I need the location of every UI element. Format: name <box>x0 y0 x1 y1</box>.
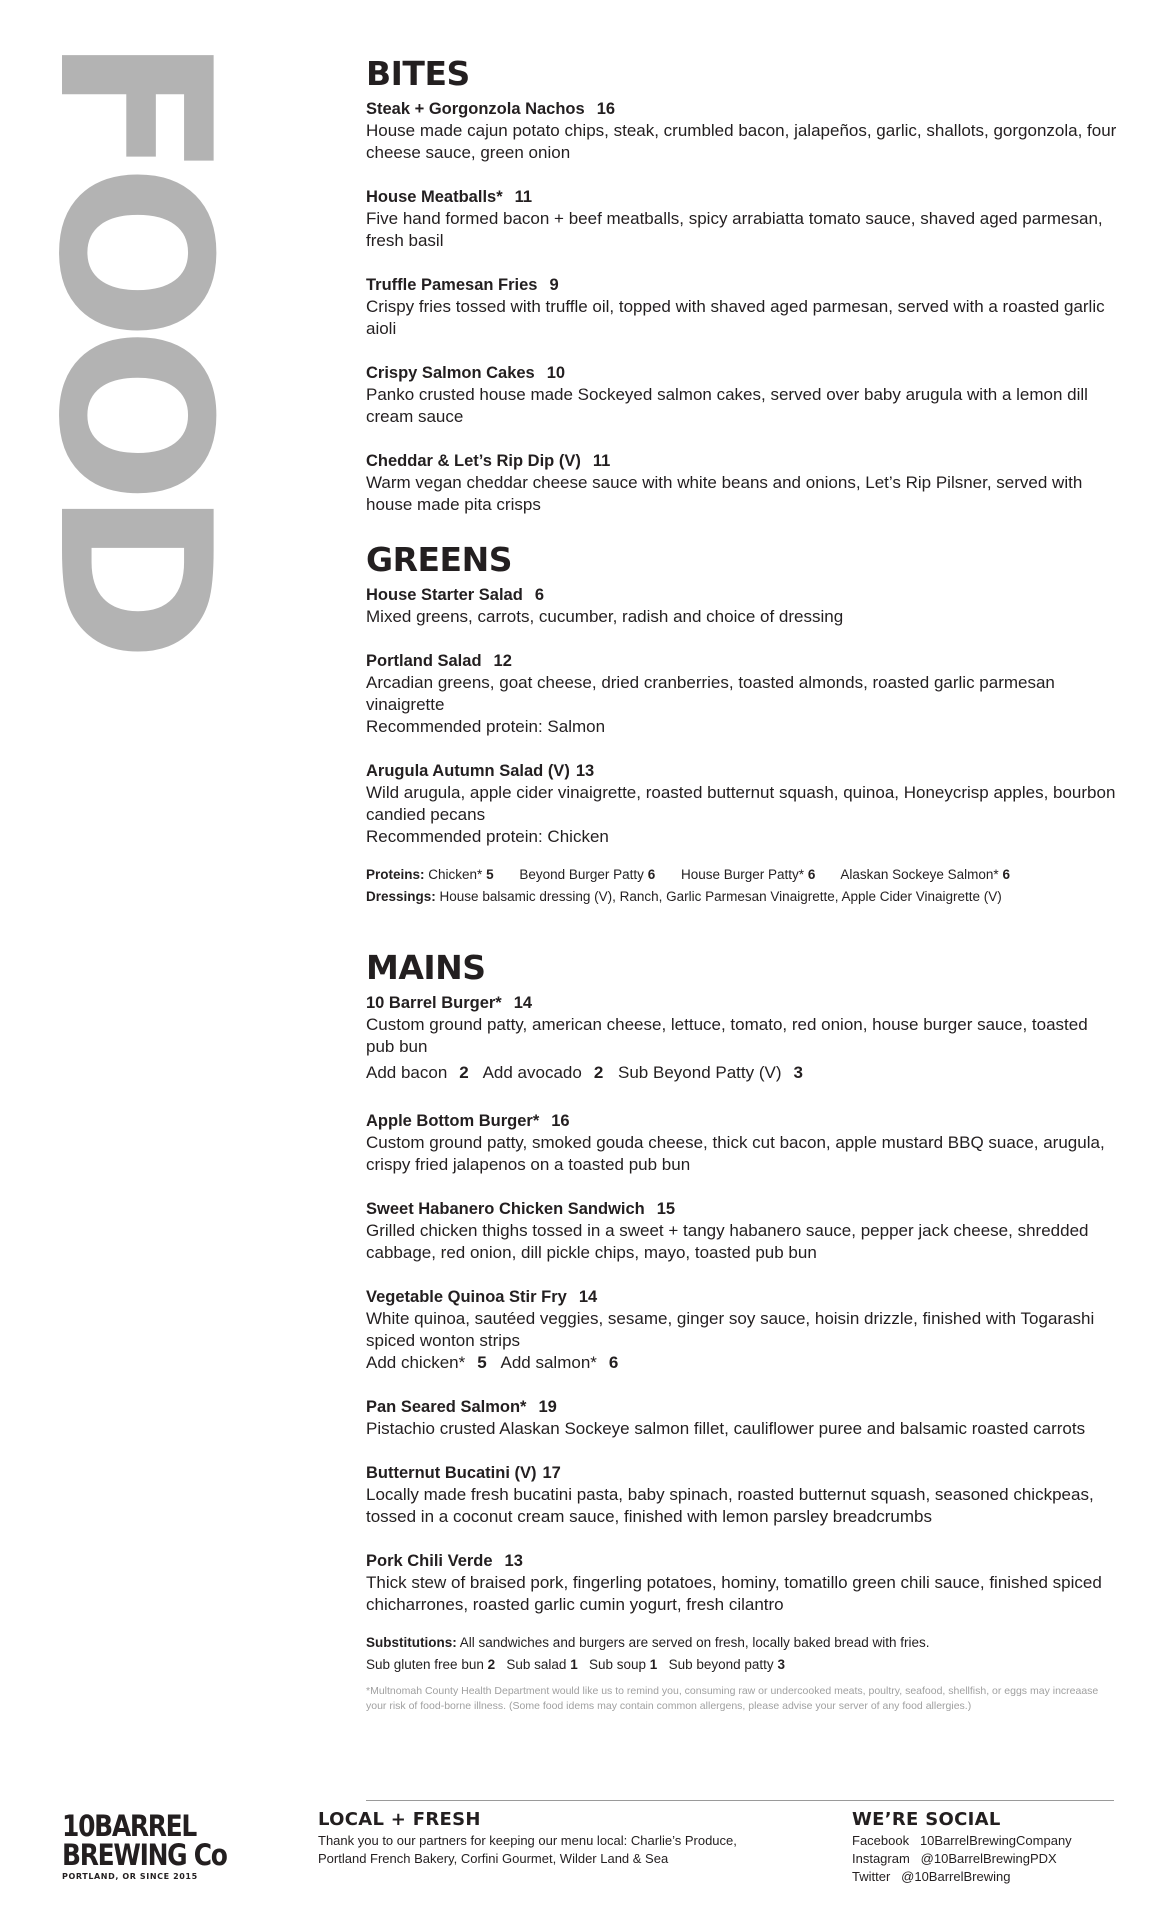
item-price: 11 <box>514 188 533 206</box>
item-description: Grilled chicken thighs tossed in a sweet + tangy habanero sauce, pepper jack cheese, shredded cabbage, red onion, dill pickle chips, mayo, toasted pub bun <box>366 1221 1089 1262</box>
item-price: 14 <box>578 1288 598 1306</box>
item-name: Steak + Gorgonzola Nachos <box>366 100 585 118</box>
item-price: 14 <box>513 994 533 1012</box>
logo-line-1: 10BARREL <box>62 1809 197 1843</box>
health-disclaimer: *Multnomah County Health Department would like us to remind you, consuming raw or undercooked meats, poultry, seafood, shellfish, or eggs may increaase your risk of food-borne illness. (Some food idems may contain common allergens, please advise your server of any food allergies.) <box>366 1685 1099 1712</box>
twitter-label: Twitter <box>852 1869 891 1884</box>
addon-price: 2 <box>459 1063 469 1082</box>
item-price: 16 <box>596 100 616 118</box>
menu-item <box>366 650 1118 738</box>
menu-item <box>366 1462 1118 1528</box>
twitter-handle[interactable]: @10BarrelBrewing <box>901 1869 1011 1884</box>
protein-name: Chicken* <box>428 867 483 882</box>
substitutions-line <box>366 1632 1118 1654</box>
item-name: Arugula Autumn Salad (V) <box>366 762 570 780</box>
menu-item <box>366 1550 1118 1616</box>
instagram-label: Instagram <box>852 1851 910 1866</box>
addon-name: Add chicken* <box>366 1353 466 1372</box>
food-vertical-title <box>12 36 254 726</box>
addon-name: Add avocado <box>482 1063 582 1082</box>
dressings-label: Dressings: <box>366 889 436 904</box>
item-price: 17 <box>542 1464 561 1482</box>
social-row <box>852 1868 1122 1886</box>
item-description: Warm vegan cheddar cheese sauce with white beans and onions, Let’s Rip Pilsner, served with house made pita crisps <box>366 473 1083 514</box>
greens-title: GREENS <box>366 540 512 579</box>
local-fresh-title: LOCAL + FRESH <box>318 1809 481 1830</box>
menu-item <box>366 98 1118 164</box>
item-price: 6 <box>534 586 544 604</box>
menu-item <box>366 1286 1118 1374</box>
dressings-line <box>366 886 1118 908</box>
local-fresh-line: Thank you to our partners for keeping our menu local: Charlie’s Produce, <box>318 1833 737 1848</box>
item-addons <box>366 1062 1118 1084</box>
item-note: Recommended protein: Salmon <box>366 717 606 736</box>
social-row <box>852 1850 1122 1868</box>
item-name: Portland Salad <box>366 652 482 670</box>
item-name: Butternut Bucatini (V) <box>366 1464 537 1482</box>
instagram-handle[interactable]: @10BarrelBrewingPDX <box>920 1851 1057 1866</box>
mains-title: MAINS <box>366 948 486 987</box>
item-price: 12 <box>493 652 512 670</box>
item-price: 19 <box>538 1398 557 1416</box>
protein-name: Beyond Burger Patty <box>519 867 644 882</box>
addon-name: Sub Beyond Patty (V) <box>618 1063 782 1082</box>
item-price: 11 <box>592 452 611 470</box>
item-price: 9 <box>549 276 559 294</box>
mains-section <box>366 948 1118 1714</box>
sub-name: Sub beyond patty <box>668 1657 774 1672</box>
item-name: House Meatballs* <box>366 188 503 206</box>
addon-name: Add bacon <box>366 1063 448 1082</box>
item-description: Pistachio crusted Alaskan Sockeye salmon fillet, cauliflower puree and balsamic roasted carrots <box>366 1419 1086 1438</box>
menu-item <box>366 186 1118 252</box>
greens-section <box>366 540 1118 908</box>
item-description: White quinoa, sautéed veggies, sesame, ginger soy sauce, hoisin drizzle, finished with Togarashi spiced wonton strips <box>366 1309 1095 1350</box>
sub-price: 3 <box>777 1657 785 1672</box>
item-note: Recommended protein: Chicken <box>366 827 609 846</box>
sub-price: 1 <box>570 1657 578 1672</box>
item-name: Pan Seared Salmon* <box>366 1398 527 1416</box>
sub-name: Sub soup <box>588 1657 647 1672</box>
protein-name: Alaskan Sockeye Salmon* <box>840 867 999 882</box>
facebook-label: Facebook <box>852 1833 910 1848</box>
sub-name: Sub gluten free bun <box>366 1657 484 1672</box>
facebook-handle[interactable]: 10BarrelBrewingCompany <box>919 1833 1072 1848</box>
addon-price: 5 <box>477 1353 487 1372</box>
menu-item <box>366 274 1118 340</box>
item-description: Crispy fries tossed with truffle oil, topped with shaved aged parmesan, served with a roasted garlic aioli <box>366 297 1105 338</box>
menu-content <box>366 54 1118 1714</box>
menu-item <box>366 584 1118 628</box>
menu-item <box>366 1110 1118 1176</box>
item-price: 13 <box>575 762 595 780</box>
addon-price: 3 <box>793 1063 803 1082</box>
logo-tagline: PORTLAND, OR SINCE 2015 <box>62 1872 198 1881</box>
local-fresh-block <box>318 1808 758 1868</box>
sub-name: Sub salad <box>506 1657 567 1672</box>
substitution-options <box>366 1654 1118 1676</box>
item-price: 16 <box>551 1112 570 1130</box>
sub-price: 2 <box>487 1657 496 1672</box>
dressings-text: House balsamic dressing (V), Ranch, Garlic Parmesan Vinaigrette, Apple Cider Vinaigrette (V) <box>439 889 1002 904</box>
substitutions-text: All sandwiches and burgers are served on fresh, locally baked bread with fries. <box>459 1635 930 1650</box>
item-price: 13 <box>504 1552 523 1570</box>
footer-divider <box>366 1800 1114 1801</box>
menu-item <box>366 1198 1118 1264</box>
menu-item <box>366 450 1118 516</box>
item-description: Custom ground patty, smoked gouda cheese, thick cut bacon, apple mustard BBQ suace, arugula, crispy fried jalapenos on a toasted pub bun <box>366 1133 1105 1174</box>
social-row <box>852 1832 1122 1850</box>
item-description: Wild arugula, apple cider vinaigrette, roasted butternut squash, quinoa, Honeycrisp apples, bourbon candied pecans <box>366 783 1116 824</box>
menu-item <box>366 992 1118 1084</box>
food-title-text: FOOD <box>12 36 254 649</box>
menu-item <box>366 362 1118 428</box>
proteins-label: Proteins: <box>366 867 425 882</box>
menu-item <box>366 760 1118 848</box>
social-title: WE’RE SOCIAL <box>852 1809 1001 1830</box>
item-name: Apple Bottom Burger* <box>366 1112 540 1130</box>
item-name: Sweet Habanero Chicken Sandwich <box>366 1200 645 1218</box>
item-description: Panko crusted house made Sockeyed salmon cakes, served over baby arugula with a lemon dill cream sauce <box>366 385 1088 426</box>
protein-name: House Burger Patty* <box>680 867 805 882</box>
item-addons <box>366 1352 1118 1374</box>
item-description: Arcadian greens, goat cheese, dried cranberries, toasted almonds, roasted garlic parmesan vinaigrette <box>366 673 1055 714</box>
item-name: 10 Barrel Burger* <box>366 994 502 1012</box>
item-name: Crispy Salmon Cakes <box>366 364 535 382</box>
item-description: House made cajun potato chips, steak, crumbled bacon, jalapeños, garlic, shallots, gorgonzola, four cheese sauce, green onion <box>366 121 1117 162</box>
protein-price: 6 <box>647 867 656 882</box>
protein-price: 6 <box>1002 867 1010 882</box>
addon-price: 6 <box>608 1353 619 1372</box>
brewery-logo <box>62 1809 227 1881</box>
bites-title: BITES <box>366 54 470 93</box>
item-description: Mixed greens, carrots, cucumber, radish and choice of dressing <box>366 607 844 626</box>
sub-price: 1 <box>649 1657 658 1672</box>
proteins-line <box>366 864 1118 886</box>
addon-price: 2 <box>593 1063 604 1082</box>
item-name: Cheddar & Let’s Rip Dip (V) <box>366 452 581 470</box>
social-block <box>852 1808 1122 1886</box>
item-name: Pork Chili Verde <box>366 1552 493 1570</box>
protein-price: 6 <box>807 867 816 882</box>
item-description: Locally made fresh bucatini pasta, baby spinach, roasted butternut squash, seasoned chickpeas, tossed in a coconut cream sauce, finished with lemon parsley breadcrumbs <box>366 1485 1094 1526</box>
item-name: House Starter Salad <box>366 586 523 604</box>
item-description: Custom ground patty, american cheese, lettuce, tomato, red onion, house burger sauce, toasted pub bun <box>366 1015 1088 1056</box>
item-price: 15 <box>656 1200 676 1218</box>
item-description: Thick stew of braised pork, fingerling potatoes, hominy, tomatillo green chili sauce, finished spiced chicharrones, roasted garlic cumin yogurt, fresh cilantro <box>366 1573 1102 1614</box>
local-fresh-line: Portland French Bakery, Corfini Gourmet, Wilder Land & Sea <box>318 1851 669 1866</box>
item-description: Five hand formed bacon + beef meatballs, spicy arrabiatta tomato sauce, shaved aged parmesan, fresh basil <box>366 209 1103 250</box>
menu-item <box>366 1396 1118 1440</box>
substitutions-label: Substitutions: <box>366 1635 457 1650</box>
protein-price: 5 <box>486 867 494 882</box>
bites-section <box>366 54 1118 516</box>
item-price: 10 <box>546 364 566 382</box>
item-name: Truffle Pamesan Fries <box>366 276 538 294</box>
item-name: Vegetable Quinoa Stir Fry <box>366 1288 567 1306</box>
addon-name: Add salmon* <box>500 1353 597 1372</box>
logo-line-2: BREWING Co <box>62 1838 227 1872</box>
